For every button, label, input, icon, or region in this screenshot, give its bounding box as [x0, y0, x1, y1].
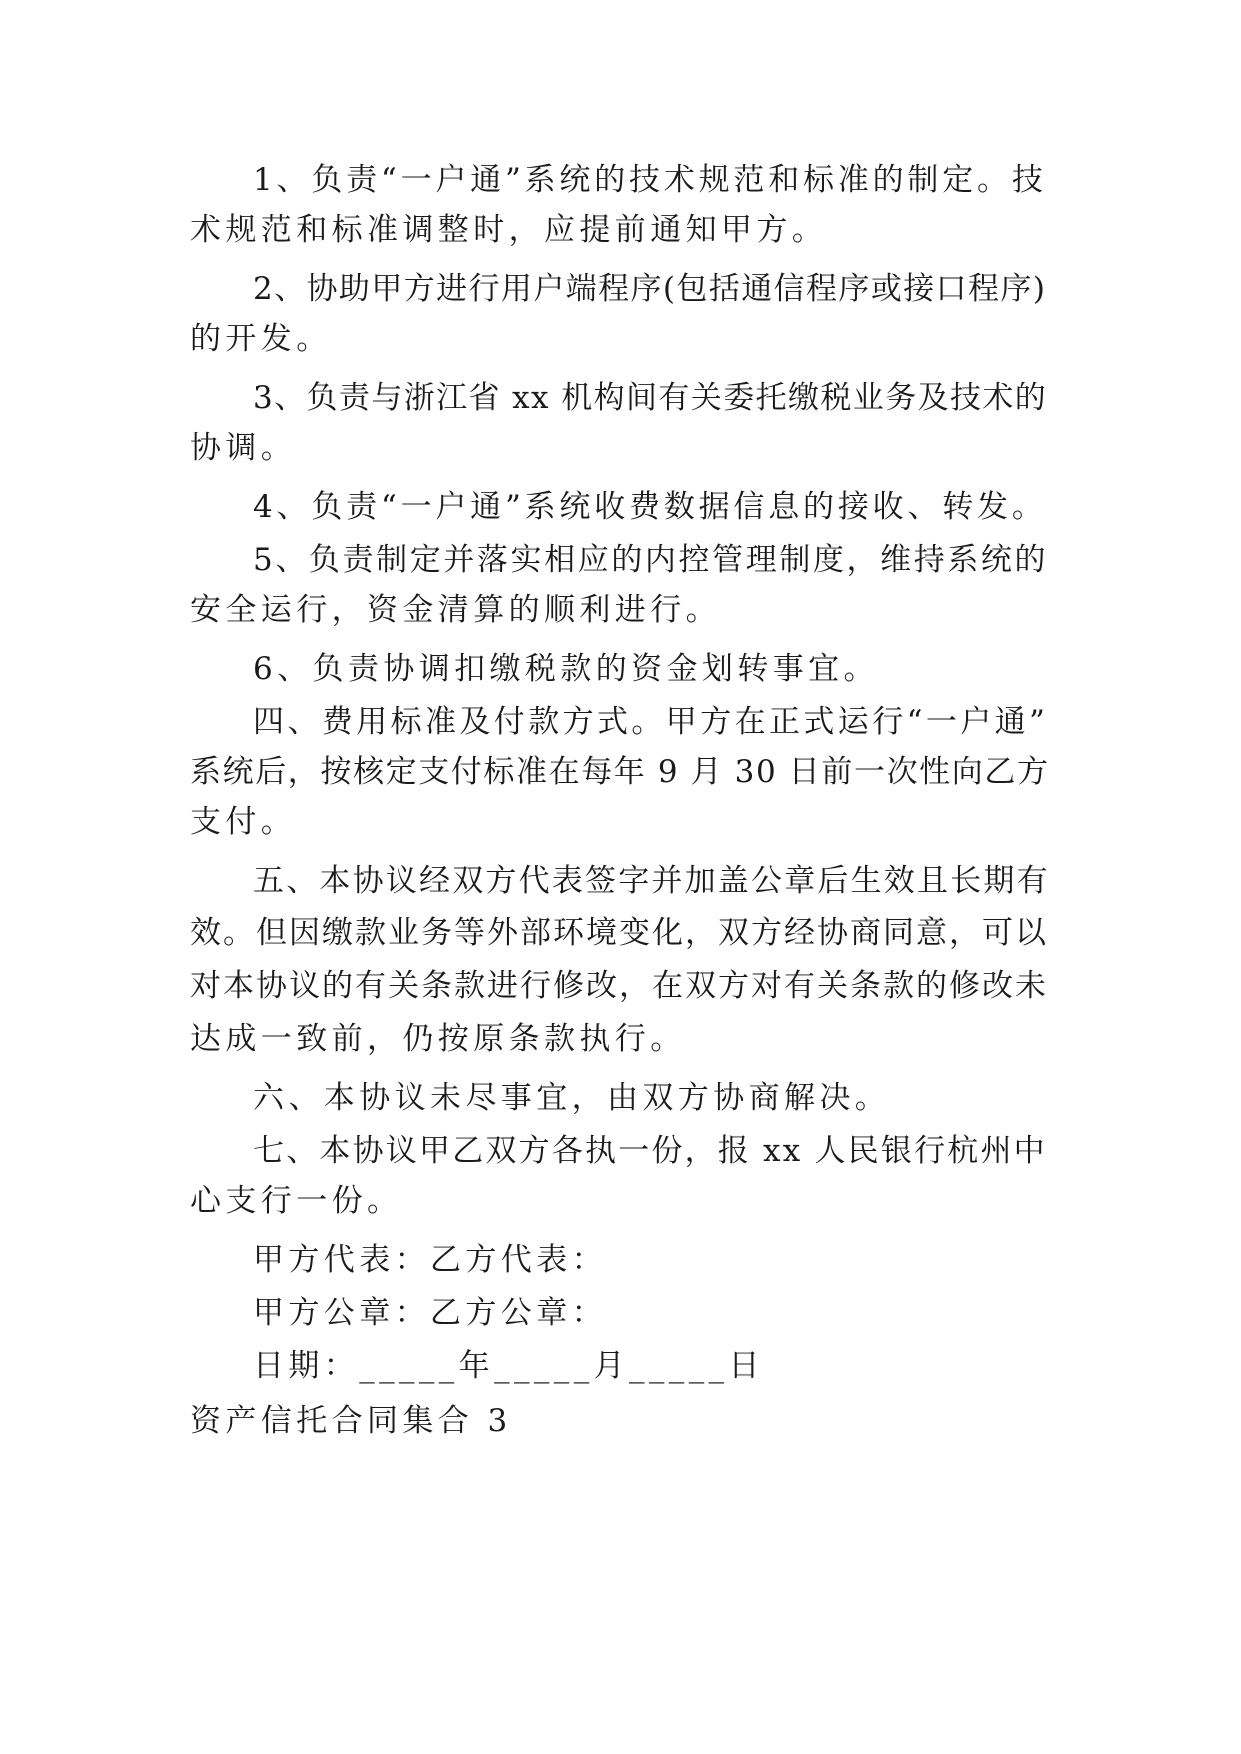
section-4-line-3: 支付。: [190, 804, 297, 840]
clause-1-line-1: 1、负责“一户通”系统的技术规范和标准的制定。技: [253, 162, 1047, 198]
section-7-line-1: 七、本协议甲乙双方各执一份，报 xx 人民银行杭州中: [253, 1133, 1047, 1169]
clause-3-line-2: 协调。: [190, 430, 297, 466]
section-title: 资产信托合同集合 3: [190, 1403, 512, 1439]
section-6-line-1: 六、本协议未尽事宜，由双方协商解决。: [253, 1080, 891, 1116]
clause-2-line-2: 的开发。: [190, 321, 332, 357]
seal-line: 甲方公章：乙方公章：: [253, 1295, 607, 1331]
section-5-line-1: 五、本协议经双方代表签字并加盖公章后生效且长期有: [253, 863, 1050, 899]
section-5-line-2: 效。但因缴款业务等外部环境变化，双方经协商同意，可以: [190, 915, 1048, 951]
clause-5-line-2: 安全运行，资金清算的顺利进行。: [190, 592, 721, 628]
section-7-line-2: 心支行一份。: [190, 1183, 403, 1219]
section-4-line-1: 四、费用标准及付款方式。甲方在正式运行“一户通”: [253, 704, 1049, 740]
clause-5-line-1: 5、负责制定并落实相应的内控管理制度，维持系统的: [253, 542, 1049, 578]
section-5-line-3: 对本协议的有关条款进行修改，在双方对有关条款的修改未: [190, 968, 1048, 1004]
clause-2-line-1: 2、协助甲方进行用户端程序(包括通信程序或接口程序): [253, 271, 1047, 307]
representative-line: 甲方代表：乙方代表：: [253, 1242, 607, 1278]
section-4-line-2: 系统后，按核定支付标准在每年 9 月 30 日前一次性向乙方: [190, 754, 1050, 790]
clause-6-line-1: 6、负责协调扣缴税款的资金划转事宜。: [253, 651, 879, 687]
clause-4-line-1: 4、负责“一户通”系统收费数据信息的接收、转发。: [253, 489, 1047, 525]
clause-3-line-1: 3、负责与浙江省 xx 机构间有关委托缴税业务及技术的: [253, 380, 1048, 416]
clause-1-line-2: 术规范和标准调整时，应提前通知甲方。: [190, 212, 828, 248]
section-5-line-4: 达成一致前，仍按原条款执行。: [190, 1021, 686, 1057]
date-line: 日期：_____年_____月_____日: [253, 1348, 764, 1384]
